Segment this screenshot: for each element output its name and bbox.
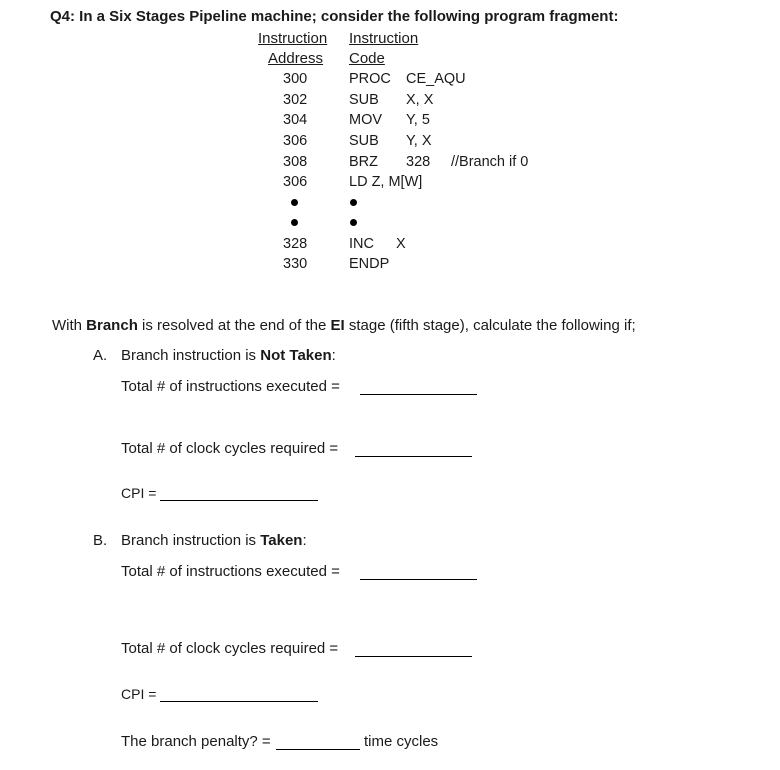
row-address: 328 bbox=[283, 236, 308, 252]
header-instruction-code-2: Code bbox=[349, 50, 385, 67]
intro-bold-ei: EI bbox=[330, 317, 345, 334]
row-address: 304 bbox=[283, 112, 308, 128]
part-a-heading-bold: Not Taken bbox=[260, 347, 332, 364]
ellipsis-dot-icon bbox=[350, 219, 357, 226]
part-a-letter: A. bbox=[93, 347, 108, 364]
part-b-heading bbox=[121, 532, 307, 549]
part-a-heading-text: : bbox=[331, 347, 336, 364]
branch-penalty-answer-blank[interactable] bbox=[276, 749, 360, 750]
part-b-letter: B. bbox=[93, 532, 108, 549]
row-opcode: LD Z, M[W] bbox=[349, 174, 423, 190]
ellipsis-dot-icon bbox=[291, 199, 298, 206]
row-address: 306 bbox=[283, 174, 308, 190]
row-opcode: INC bbox=[349, 236, 374, 252]
header-instruction-address-2: Address bbox=[268, 50, 324, 67]
row-operand: CE_AQU bbox=[406, 71, 466, 87]
ellipsis-dot-icon bbox=[291, 219, 298, 226]
part-b-instructions-label: Total # of instructions executed = bbox=[121, 563, 340, 580]
part-a-clock-cycles-answer-blank[interactable] bbox=[355, 456, 472, 457]
part-b-clock-cycles-label: Total # of clock cycles required = bbox=[121, 640, 339, 657]
branch-penalty-unit: time cycles bbox=[364, 733, 439, 750]
part-b-cpi-answer-blank[interactable] bbox=[160, 701, 318, 702]
intro-sentence bbox=[52, 317, 636, 334]
row-opcode: SUB bbox=[349, 92, 379, 108]
row-opcode: ENDP bbox=[349, 256, 390, 272]
intro-text: With bbox=[52, 317, 87, 334]
row-opcode: PROC bbox=[349, 71, 391, 87]
row-opcode: BRZ bbox=[349, 154, 378, 170]
row-operand: X bbox=[396, 236, 406, 252]
header-instruction-address-1: Instruction bbox=[258, 30, 328, 47]
part-b-clock-cycles-answer-blank[interactable] bbox=[355, 656, 472, 657]
row-address: 300 bbox=[283, 71, 308, 87]
row-address: 308 bbox=[283, 154, 308, 170]
intro-text: stage (fifth stage), calculate the following if; bbox=[344, 317, 636, 334]
row-opcode: MOV bbox=[349, 112, 383, 128]
part-b-heading-text: : bbox=[302, 532, 307, 549]
part-a-heading-text: Branch instruction is bbox=[121, 347, 261, 364]
branch-penalty-label: The branch penalty? = bbox=[121, 733, 271, 750]
header-instruction-code-1: Instruction bbox=[349, 30, 419, 47]
row-operand: Y, 5 bbox=[406, 112, 430, 128]
row-comment: //Branch if 0 bbox=[451, 154, 529, 170]
row-address: 306 bbox=[283, 133, 308, 149]
part-b-heading-text: Branch instruction is bbox=[121, 532, 261, 549]
part-a-instructions-label: Total # of instructions executed = bbox=[121, 378, 340, 395]
ellipsis-dot-icon bbox=[350, 199, 357, 206]
question-title: Q4: In a Six Stages Pipeline machine; consider the following program fragment: bbox=[50, 8, 619, 25]
part-b-cpi-label: CPI = bbox=[121, 686, 157, 702]
row-operand: Y, X bbox=[406, 133, 432, 149]
part-a-cpi-answer-blank[interactable] bbox=[160, 500, 318, 501]
part-b-heading-bold: Taken bbox=[260, 532, 303, 549]
row-opcode: SUB bbox=[349, 133, 379, 149]
part-b-instructions-answer-blank[interactable] bbox=[360, 579, 477, 580]
row-address: 302 bbox=[283, 92, 308, 108]
intro-text: is resolved at the end of the bbox=[137, 317, 331, 334]
row-operand: X, X bbox=[406, 92, 434, 108]
part-a-cpi-label: CPI = bbox=[121, 485, 157, 501]
part-a-instructions-answer-blank[interactable] bbox=[360, 394, 477, 395]
row-operand: 328 bbox=[406, 154, 431, 170]
part-a-clock-cycles-label: Total # of clock cycles required = bbox=[121, 440, 339, 457]
intro-bold-branch: Branch bbox=[86, 317, 138, 334]
part-a-heading bbox=[121, 347, 336, 364]
row-address: 330 bbox=[283, 256, 308, 272]
